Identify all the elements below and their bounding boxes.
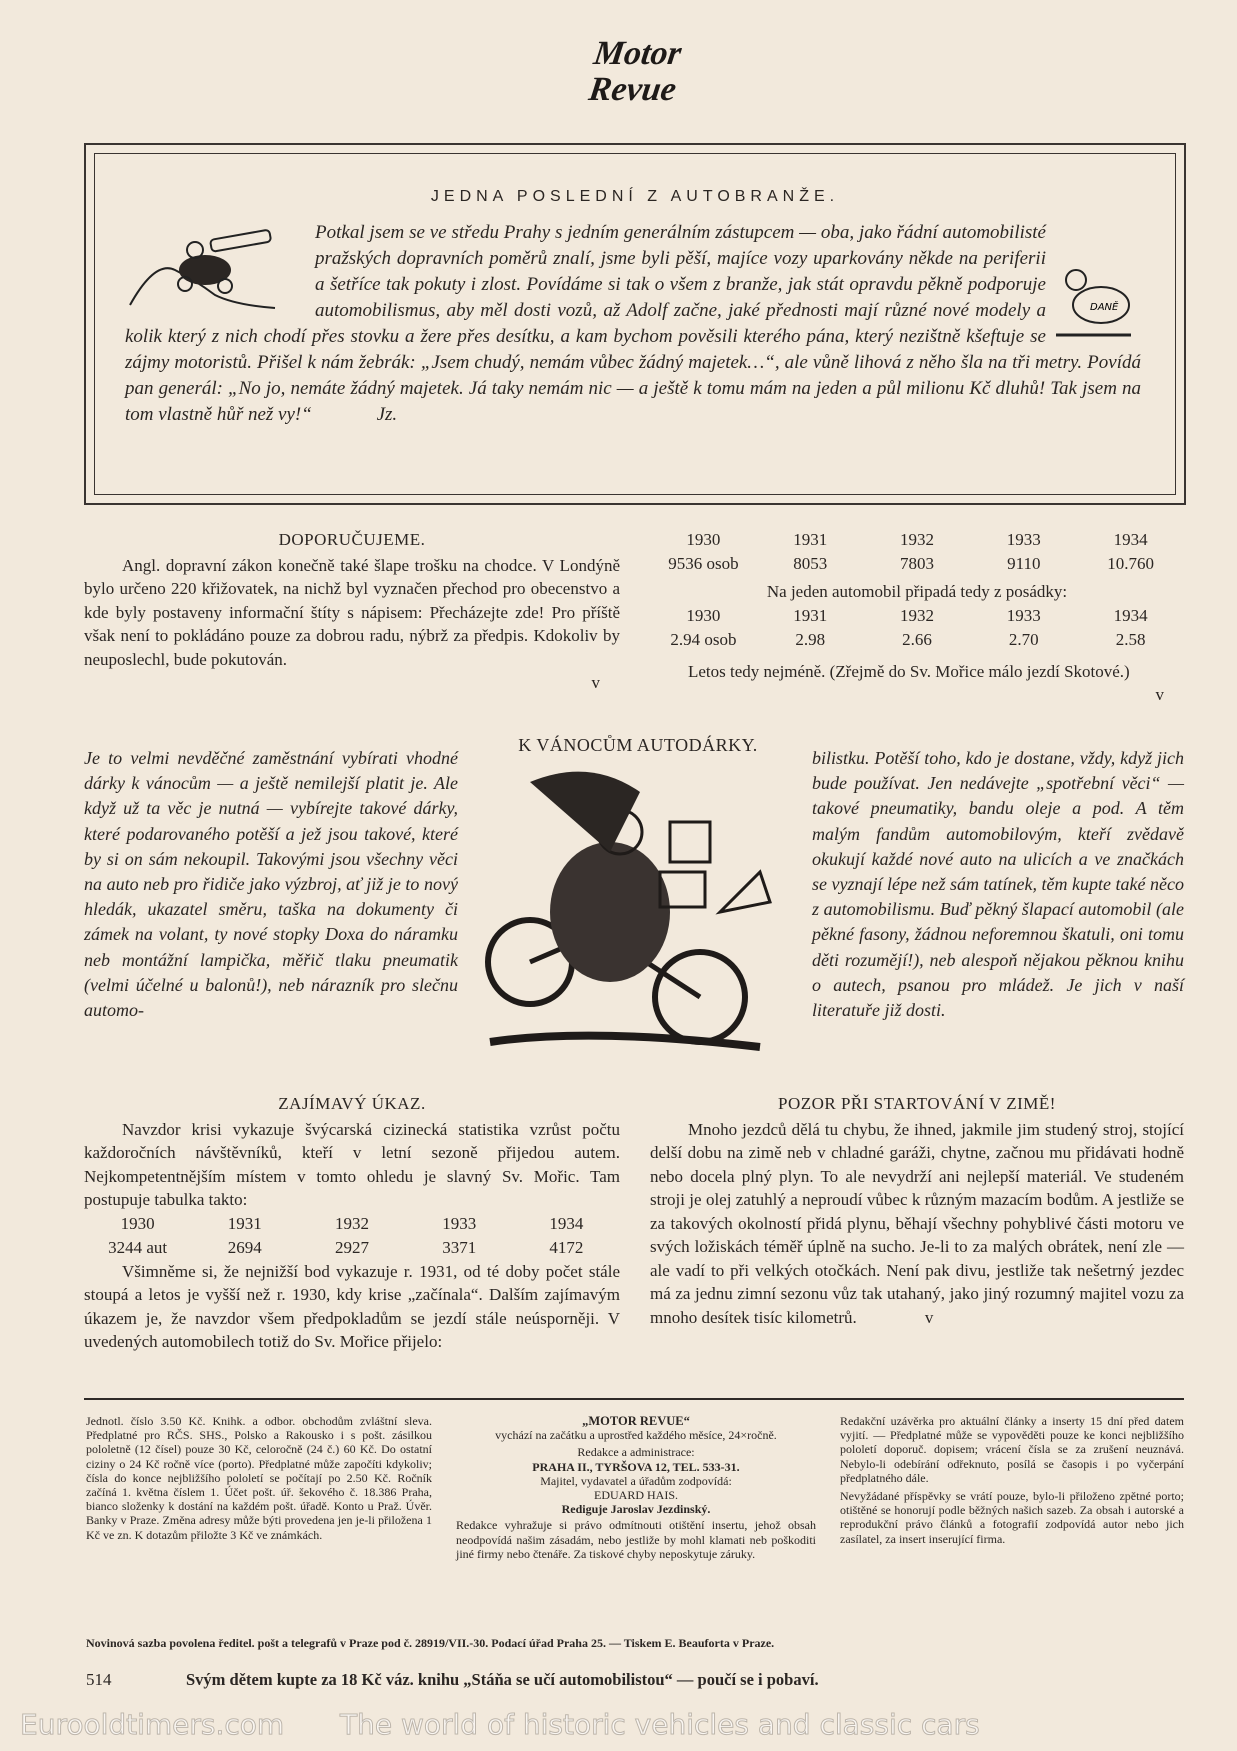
motor-revue-logo [555, 36, 715, 108]
box-signature: Jz. [376, 404, 398, 425]
doporucujeme-title: DOPORUČUJEME. [278, 530, 426, 549]
debts-cartoon-icon [1046, 260, 1141, 340]
editorial-deadline: Redakční uzávěrka pro aktuální články a inserty 15 dní před datem vyjití. — Předplatné může se vypověděti pouze ke konci nejbližšího pololetí doporuč. dopisem; vrácení čísla se za zrušení neuznává. Nebylo-li odebírání odřeknuto, posílá se časopis i po vyčerpání předplatného dále. [840, 1414, 1184, 1485]
publisher-owner: EDUARD HAIS. [594, 1488, 678, 1503]
continuation-signature: v [1155, 685, 1164, 704]
boxed-article [84, 143, 1186, 505]
watermark-tagline: The world of historic vehicles and classic cars [340, 1708, 980, 1741]
logo-line-1: Motor [591, 35, 684, 72]
publisher-title: „MOTOR REVUE“ [582, 1414, 690, 1428]
article-doporucujeme [84, 528, 620, 695]
christmas-right-text: bilistku. Potěší toho, kdo je dostane, vždy, když jich bude používat. Jen nedávejte „spotřební věci“ — takové pneumatiky, bandu oleje a pod. A těm malým fandům automobilovým, kteří zvědavě okukují každé nové auto na ulicích a ve značkách se vyznají lépe než sám tatínek, těm kupte také něco z automobilismu. Buď pěkný šlapací automobil (ale pěkné fasony, žádnou neforemnou škatuli, oni tomu děti rozumějí!), neb alespoň nějakou pěknou knihu o autech, psanou pro mládež. Je jich v naší literatuře již dosti. [812, 748, 1184, 1021]
continuation-text: Letos tedy nejméně. (Zřejmě do Sv. Mořice málo jezdí Skotové.) [688, 661, 1130, 681]
editorial-contributions: Nevyžádané příspěvky se vrátí pouze, bylo-li přiloženo zpětné porto; otištěné se honorují podle běžných našich sazeb. Za obsah i autorské a reprodukční právo článků a fotografií zodpovídá autor nebo jich zasílatel, za insert inserující firma. [840, 1489, 1184, 1546]
doporucujeme-signature: v [591, 673, 600, 692]
logo-line-2: Revue [586, 71, 679, 108]
debts-label: DANĚ [1090, 302, 1119, 313]
st-moritz-cars-table: 1930 1931 1932 1933 1934 3244 aut 2694 2927 3371 4172 [108, 1213, 584, 1257]
watermark-site: Eurooldtimers.com [20, 1708, 285, 1741]
years-table-1: 1930 1931 1932 1933 1934 9536 osob 8053 7803 9110 10.760 [668, 530, 1154, 573]
article-continuation [650, 528, 1184, 707]
article-pozor [650, 1092, 1184, 1329]
pozor-title: POZOR PŘI STARTOVÁNÍ V ZIMĚ! [778, 1094, 1056, 1113]
footer-subscription-info: Jednotl. číslo 3.50 Kč. Knihk. a odbor. obchodům zvláštní sleva. Předplatné pro RČS. SHS., Polsko a Rakousko i s pošt. zásilkou pololetně (12 čísel) pouze 30 Kč, celoročně (24 č.) 60 Kč. Do ostatní ciziny o 24 Kč ročně více (porto). Předplatné může započíti kdykoliv; čísla do konce nejbližšího pololetí se počítají po 2.50 Kč. Ročník začíná 1. května číslem 1. Účet pošt. úř. šekového č. 18.386 Praha, bianco složenky k dostání na každém pošt. úřadě. Konto u Praž. Úvěr. Banky v Praze. Změna adresy může býti provedena jen je-li přiložena 1 Kč ve zn. K dotazům přiložte 3 Kč ve známkách. [86, 1414, 432, 1542]
car-telescope-cartoon-icon [125, 220, 315, 320]
christmas-title: K VÁNOCŮM AUTODÁRKY. [518, 735, 758, 755]
article-zajimavy-ukaz [84, 1092, 620, 1354]
years-table-2: 1930 1931 1932 1933 1934 2.94 osob 2.98 2.66 2.70 2.58 [670, 605, 1148, 649]
footer-publisher-info [456, 1414, 816, 1561]
footer-editorial-info [840, 1414, 1184, 1546]
pozor-signature: v [924, 1307, 934, 1327]
box-title: JEDNA POSLEDNÍ Z AUTOBRANŽE. [430, 188, 840, 205]
per-car-caption: Na jeden automobil připadá tedy z posádky: [766, 582, 1068, 601]
footer-divider [84, 1398, 1184, 1400]
ukaz-text-1: Navzdor krisi vykazuje švýcarská cizinecká statistika vzrůst počtu každoročních návštěvníků, kteří v letní sezoně přijedou autem. Nejkompetentnějším místem v tomto ohledu je slavný Sv. Mořic. Tam postupuje tabulka takto: [84, 1119, 620, 1209]
christmas-left-text: Je to velmi nevděčné zaměstnání vybírati vhodné dárky k vánocům — a ještě nemilejší platit je. Ale když už ta věc je nutná — vybírejte takové dárky, které podarovaného potěší a jež jsou takové, které by si on sám nekoupil. Takovými jsou všechny věci na auto neb pro řidiče jako výzbroj, ať již je to nový hledák, ukazatel směru, taška na dokumenty či zámek na volant, ty nové stopky Doxa do náramku neb montážní lampička, měřič tlaku pneumatik (velmi účelné u balonů!), neb nárazník pro slečnu automo- [84, 748, 458, 1021]
pozor-paragraph [650, 1118, 1184, 1330]
publisher-note: Redakce vyhražuje si právo odmítnouti otištění insertu, jehož obsah neodpovídá našim zásadám, nebo jestliže by mohl klamati neb poškoditi jiné firmy nebo čtenáře. Za tiskové chyby neposkytuje záruky. [456, 1518, 816, 1561]
publisher-address: PRAHA II., TYRŠOVA 12, TEL. 533-31. [532, 1459, 740, 1474]
ukaz-title: ZAJÍMAVÝ ÚKAZ. [278, 1094, 426, 1113]
doporucujeme-text: Angl. dopravní zákon konečně také šlape trošku na chodce. V Londýně bylo určeno 220 křižovatek, na nichž byl vyznačen přechod pro obecenstvo a kde byly postaveny informační štíty s nápisem: Přecházejte zde! Pro příště však není to pokládáno pouze za dobrou radu, nýbrž za předpis. Kdokoliv by neuposlechl, bude pokutován. [84, 555, 620, 669]
ukaz-text-2: Všimněme si, že nejnižší bod vykazuje r. 1931, od té doby počet stále stoupá a letos je vyšší než r. 1930, kdy krise „začínala“. Dalším zajímavým úkazem je, že navzdor všem předpokladům se jezdí stále neúsporněji. V uvedených automobilech totiž do Sv. Mořice přijelo: [84, 1261, 620, 1351]
postal-notice: Novinová sazba povolena ředitel. pošt a telegrafů v Praze pod č. 28919/VII.-30. Podací úřad Praha 25. — Tiskem E. Beauforta v Praze. [86, 1636, 775, 1650]
box-body: Potkal jsem se ve středu Prahy s jedním generálním zástupcem — oba, jako řádní automobilisté pražských dopravních poměrů znalí, jsme byli pěší, majíce vozy uparkovány někde na periferii a šetříce tak pokuty i zlost. Povídáme si tak o všem z branže, jak stát opravdu pěkně podporuje automobilismus, aby měl dosti vozů, až Adolf začne, jaké přednosti mají různé nové modely a kolik který z nich chodí přes stovku a žere přes desítku, a kam bychom pověsili kterého pána, který nezištně kšeftuje se zájmy motoristů. Přišel k nám žebrák: „Jsem chudý, nemám vůbec žádný majetek…“, ale vůně lihová z něho šla na tři metry. Povídá pan generál: „No jo, nemáte žádný majetek. Já taky nemám nic — a ještě k tomu mám na jeden a půl milionu Kč dluhů! Tak jsem na tom vlastně hůř než vy!“ [125, 222, 1141, 425]
book-advert: Svým dětem kupte za 18 Kč váz. knihu „Stáňa se učí automobilistou“ — poučí se i pobaví. [186, 1670, 819, 1689]
pozor-text: Mnoho jezdců dělá tu chybu, že ihned, jakmile jim studený stroj, stojící delší dobu na zimě neb v chladné garáži, chytne, začnou mu přidávati hodně nebo docela plný plyn. To ale nevydrží ani nejlepší materiál. Ve studeném stroji je olej zatuhlý a neproudí vůbec k různým mazacím bodům. A jestliže se za takových okolností přidá plynu, běhají všechny pohyblivé části motoru ve svých ložiskách téměř úplně na sucho. Je-li to za malých obrátek, není zle — ale vadí to při velkých otočkách. Není pak divu, jestliže tak nešetrný jezdec má za jednu zimní sezonu vůz tak utahaný, jako jiný rozumný majitel vozu za mnoho desítek tisíc kilometrů. [650, 1119, 1184, 1327]
christmas-motorcycle-illustration-icon [470, 762, 806, 1062]
publisher-admin-label: Redakce a administrace: [577, 1445, 695, 1460]
publisher-owner-label: Majitel, vydavatel a úřadům zodpovídá: [540, 1473, 732, 1488]
publisher-issue: vychází na začátku a uprostřed každého měsíce, 24×ročně. [495, 1428, 777, 1443]
publisher-editor: Rediguje Jaroslav Jezdinský. [561, 1502, 711, 1517]
page-number: 514 [86, 1670, 112, 1689]
